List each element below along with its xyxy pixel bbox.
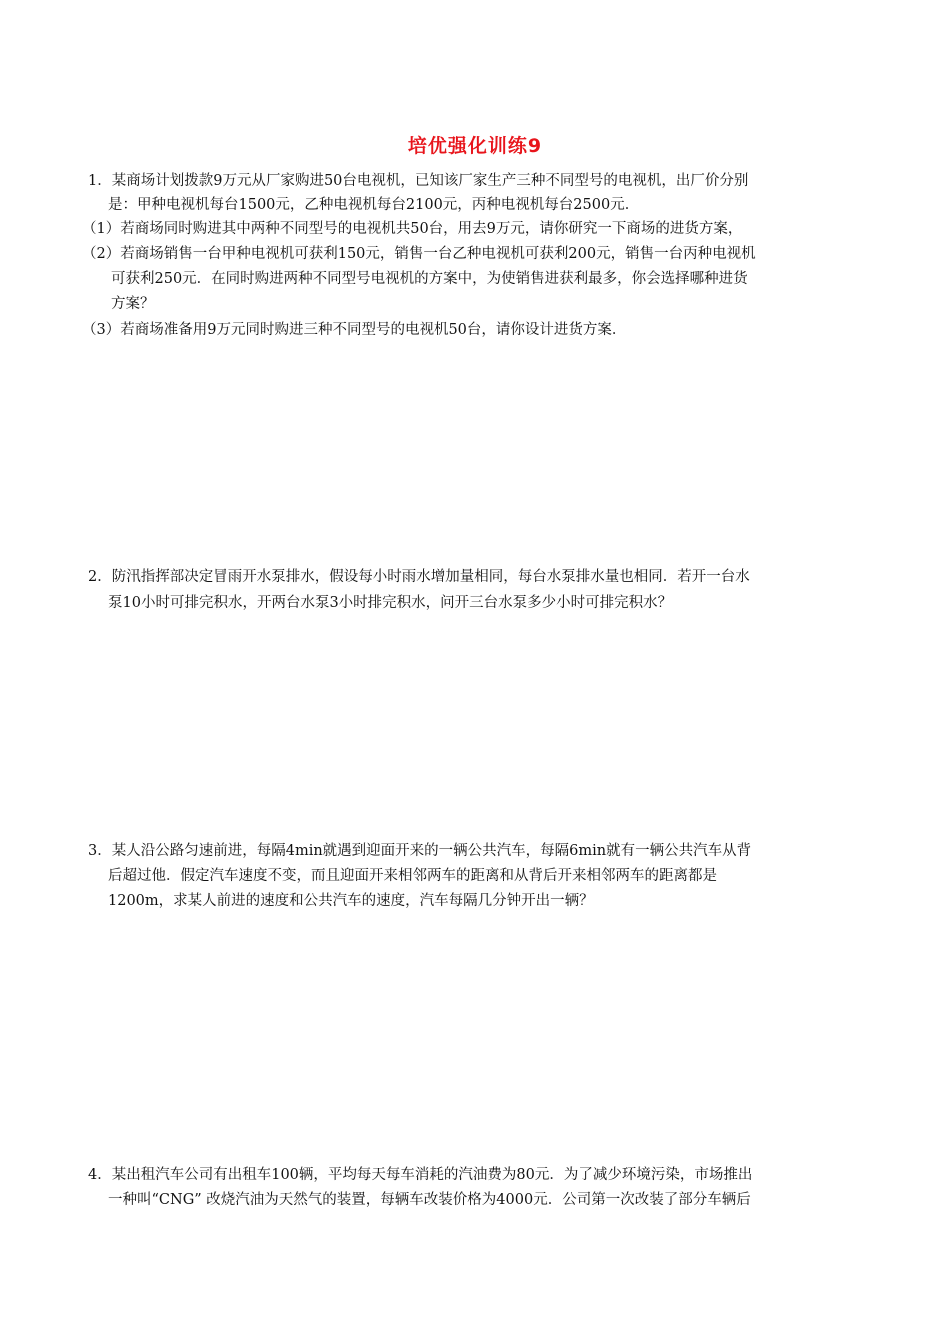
problem-1-subquestion-3: （3）若商场准备用9万元同时购进三种不同型号的电视机50台，请你设计进货方案．: [82, 322, 627, 338]
problem-1-line-2: 是：甲种电视机每台1500元，乙种电视机每台2100元，丙种电视机每台2500元．: [108, 197, 640, 213]
problem-4-line-1: 4．某出租汽车公司有出租车100辆，平均每天每车消耗的汽油费为80元．为了减少环境污染，市场推出: [88, 1167, 753, 1183]
problem-4-line-2: 一种叫“CNG” 改烧汽油为天然气的装置，每辆车改装价格为4000元．公司第一次改装了部分车辆后: [108, 1192, 751, 1208]
document-title: 培优强化训练9: [407, 135, 543, 157]
problem-3-line-3: 1200m，求某人前进的速度和公共汽车的速度，汽车每隔几分钟开出一辆？: [108, 893, 594, 909]
problem-3-line-2: 后超过他．假定汽车速度不变，而且迎面开来相邻两车的距离和从背后开来相邻两车的距离都是: [108, 868, 717, 884]
problem-2-line-2: 泵10小时可排完积水，开两台水泵3小时排完积水，问开三台水泵多少小时可排完积水？: [108, 595, 673, 611]
problem-1-line-1: 1．某商场计划拨款9万元从厂家购进50台电视机，已知该厂家生产三种不同型号的电视机，出厂价分别: [88, 173, 749, 189]
problem-1-subquestion-1: （1）若商场同时购进其中两种不同型号的电视机共50台，用去9万元，请你研究一下商场的进货方案，: [82, 221, 743, 237]
problem-1-subquestion-2-line-3: 方案？: [111, 296, 155, 312]
problem-1-subquestion-2-line-2: 可获利250元．在同时购进两种不同型号电视机的方案中，为使销售进获利最多，你会选择哪种进货: [111, 271, 748, 287]
problem-1-subquestion-2-line-1: （2）若商场销售一台甲种电视机可获利150元，销售一台乙种电视机可获利200元，销售一台丙种电视机: [82, 246, 756, 262]
problem-3-line-1: 3．某人沿公路匀速前进，每隔4min就遇到迎面开来的一辆公共汽车，每隔6min就有一辆公共汽车从背: [88, 843, 752, 859]
problem-2-line-1: 2．防汛指挥部决定冒雨开水泵排水，假设每小时雨水增加量相同，每台水泵排水量也相同．若开一台水: [88, 569, 750, 585]
